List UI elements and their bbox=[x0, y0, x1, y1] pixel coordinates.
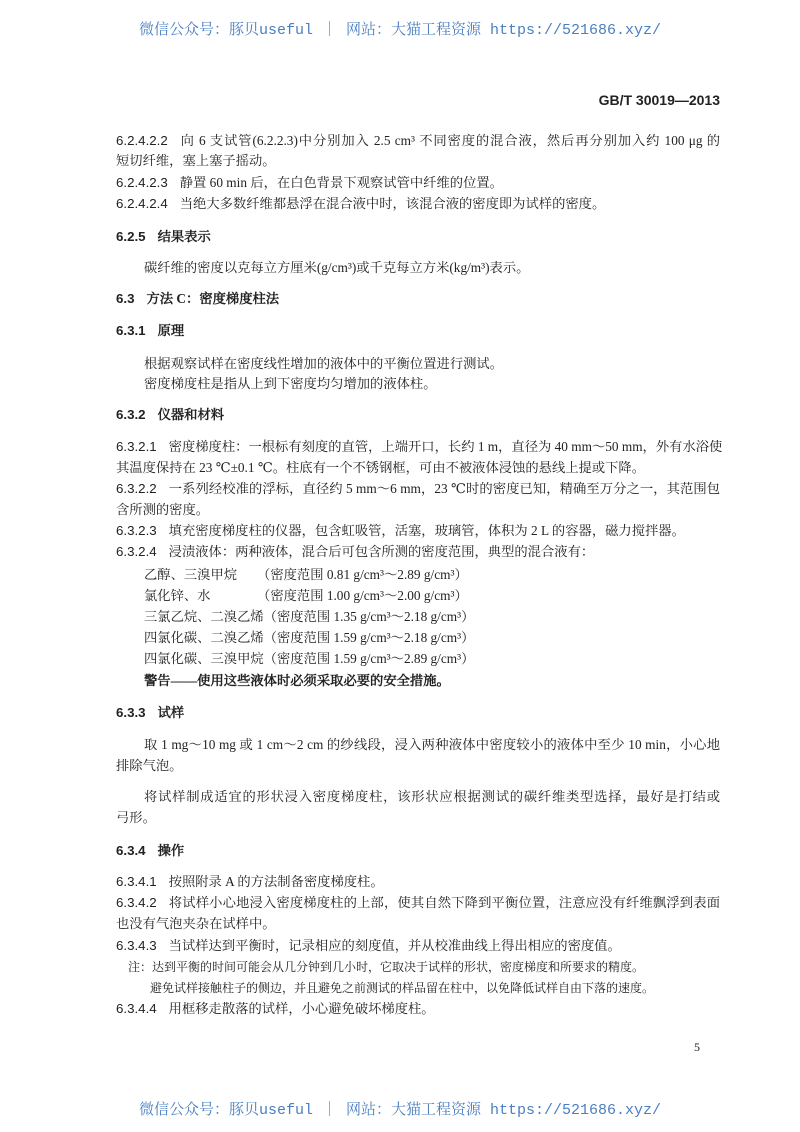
clause-number: 6.3.4.3 bbox=[116, 938, 157, 953]
text-line bbox=[116, 873, 384, 891]
clause-number: 6.3.2 bbox=[116, 407, 146, 422]
text-line bbox=[144, 566, 468, 584]
line-text: 填充密度梯度柱的仪器，包含虹吸管，活塞，玻璃管，体积为 2 L 的容器，磁力搅拌器。 bbox=[168, 523, 685, 538]
page-number: 5 bbox=[694, 1040, 700, 1054]
line-text: 注：达到平衡的时间可能会从几分钟到几小时，它取决于试样的形状，密度梯度和所要求的精度。 bbox=[128, 960, 645, 974]
clause-number: 6.3.2.2 bbox=[116, 481, 157, 496]
text-line bbox=[116, 152, 276, 170]
clause-number: 6.3.4.1 bbox=[116, 874, 157, 889]
line-text: 将试样小心地浸入密度梯度柱的上部，使其自然下降到平衡位置，注意应没有纤维飘浮到表面 bbox=[168, 895, 720, 910]
line-text: 向 6 支试管(6.2.2.3)中分别加入 2.5 cm³ 不同密度的混合液，然后再分别加入约 100 μg 的 bbox=[179, 133, 720, 148]
clause-number: 6.3.4.2 bbox=[116, 895, 157, 910]
line-text: 警告——使用这些液体时必须采取必要的安全措施。 bbox=[144, 673, 450, 688]
line-text: 含所测的密度。 bbox=[116, 502, 210, 517]
text-line bbox=[144, 672, 450, 690]
line-text: 其温度保持在 23 ℃±0.1 ℃。柱底有一个不锈钢框，可由不被液体浸蚀的悬线上提或下降。 bbox=[116, 460, 646, 475]
section-heading bbox=[116, 290, 279, 308]
line-text: 乙醇、三溴甲烷 （密度范围 0.81 g/cm³～2.89 g/cm³） bbox=[144, 567, 468, 582]
clause-number: 6.2.5 bbox=[116, 229, 146, 244]
text-line bbox=[116, 1000, 435, 1018]
text-line bbox=[116, 522, 685, 540]
text-line bbox=[116, 809, 156, 827]
line-text: 短切纤维，塞上塞子摇动。 bbox=[116, 153, 276, 168]
line-text: 弓形。 bbox=[116, 810, 156, 825]
clause-number: 6.3.2.3 bbox=[116, 523, 157, 538]
line-text: 当试样达到平衡时，记录相应的刻度值，并从校准曲线上得出相应的密度值。 bbox=[168, 938, 621, 953]
text-line bbox=[144, 355, 503, 373]
standard-number: GB/T 30019—2013 bbox=[598, 92, 720, 108]
clause-number: 6.3 bbox=[116, 291, 135, 306]
line-text: 仪器和材料 bbox=[157, 407, 225, 422]
watermark-footer: 微信公众号：豚贝useful ｜ 网站：大猫工程资源 https://521686.xyz/ bbox=[138, 1102, 662, 1119]
clause-number: 6.3.3 bbox=[116, 705, 146, 720]
line-text: 四氯化碳、二溴乙烯（密度范围 1.59 g/cm³～2.18 g/cm³） bbox=[144, 630, 475, 645]
line-text: 氯化锌、水 （密度范围 1.00 g/cm³～2.00 g/cm³） bbox=[144, 588, 468, 603]
line-text: 原理 bbox=[157, 323, 185, 338]
text-line bbox=[116, 757, 182, 775]
text-line bbox=[116, 480, 720, 498]
text-line bbox=[116, 915, 276, 933]
line-text: 将试样制成适宜的形状浸入密度梯度柱，该形状应根据测试的碳纤维类型选择，最好是打结或 bbox=[144, 789, 720, 804]
text-line bbox=[144, 629, 474, 647]
text-line bbox=[144, 587, 468, 605]
line-text: 操作 bbox=[157, 843, 185, 858]
text-line bbox=[144, 375, 437, 393]
text-line bbox=[116, 543, 594, 561]
text-line bbox=[144, 650, 474, 668]
clause-number: 6.2.4.2.3 bbox=[116, 175, 168, 190]
text-line bbox=[116, 195, 605, 213]
clause-number: 6.3.2.4 bbox=[116, 544, 157, 559]
text-line bbox=[144, 788, 720, 806]
text-line bbox=[116, 894, 720, 912]
line-text: 方法 C：密度梯度柱法 bbox=[146, 291, 280, 306]
line-text: 浸渍液体：两种液体，混合后可包含所测的密度范围，典型的混合液有： bbox=[168, 544, 595, 559]
line-text: 当绝大多数纤维都悬浮在混合液中时，该混合液的密度即为试样的密度。 bbox=[179, 196, 606, 211]
line-text: 试样 bbox=[157, 705, 185, 720]
clause-number: 6.3.4.4 bbox=[116, 1001, 157, 1016]
section-heading bbox=[116, 704, 184, 722]
line-text: 避免试样接触柱子的侧边，并且避免之前测试的样品留在柱中，以免降低试样自由下落的速度。 bbox=[150, 981, 655, 995]
line-text: 排除气泡。 bbox=[116, 758, 183, 773]
text-line bbox=[116, 937, 621, 955]
line-text: 按照附录 A 的方法制备密度梯度柱。 bbox=[168, 874, 384, 889]
text-line bbox=[144, 259, 529, 277]
section-heading bbox=[116, 842, 184, 860]
line-text: 一系列经校准的浮标，直径约 5 mm～6 mm，23 ℃时的密度已知，精确至万分之一，其范围包 bbox=[168, 481, 720, 496]
section-heading bbox=[116, 322, 184, 340]
text-line bbox=[116, 132, 720, 150]
watermark-header: 微信公众号：豚贝useful ｜ 网站：大猫工程资源 https://521686.xyz/ bbox=[138, 22, 662, 39]
clause-number: 6.2.4.2.2 bbox=[116, 133, 168, 148]
text-line bbox=[116, 438, 723, 456]
line-text: 碳纤维的密度以克每立方厘米(g/cm³)或千克每立方米(kg/m³)表示。 bbox=[144, 260, 530, 275]
line-text: 静置 60 min 后，在白色背景下观察试管中纤维的位置。 bbox=[179, 175, 503, 190]
section-heading bbox=[116, 228, 211, 246]
line-text: 取 1 mg～10 mg 或 1 cm～2 cm 的纱线段，浸入两种液体中密度较小的液体中至少 10 min，小心地 bbox=[144, 737, 720, 752]
line-text: 结果表示 bbox=[157, 229, 211, 244]
line-text: 也没有气泡夹杂在试样中。 bbox=[116, 916, 276, 931]
text-line bbox=[116, 501, 209, 519]
clause-number: 6.3.2.1 bbox=[116, 439, 157, 454]
line-text: 用框移走散落的试样，小心避免破坏梯度柱。 bbox=[168, 1001, 435, 1016]
line-text: 密度梯度柱：一根标有刻度的直管，上端开口，长约 1 m，直径为 40 mm～50 mm，外有水浴使 bbox=[168, 439, 723, 454]
text-line bbox=[116, 174, 503, 192]
text-line bbox=[116, 459, 645, 477]
line-text: 四氯化碳、三溴甲烷（密度范围 1.59 g/cm³～2.89 g/cm³） bbox=[144, 651, 475, 666]
clause-number: 6.3.4 bbox=[116, 843, 146, 858]
clause-number: 6.2.4.2.4 bbox=[116, 196, 168, 211]
line-text: 根据观察试样在密度线性增加的液体中的平衡位置进行测试。 bbox=[144, 356, 504, 371]
clause-number: 6.3.1 bbox=[116, 323, 146, 338]
line-text: 密度梯度柱是指从上到下密度均匀增加的液体柱。 bbox=[144, 376, 437, 391]
text-line bbox=[144, 608, 474, 626]
text-line bbox=[150, 979, 654, 997]
text-line bbox=[144, 736, 720, 754]
text-line bbox=[128, 958, 644, 976]
line-text: 三氯乙烷、二溴乙烯（密度范围 1.35 g/cm³～2.18 g/cm³） bbox=[144, 609, 475, 624]
section-heading bbox=[116, 406, 224, 424]
